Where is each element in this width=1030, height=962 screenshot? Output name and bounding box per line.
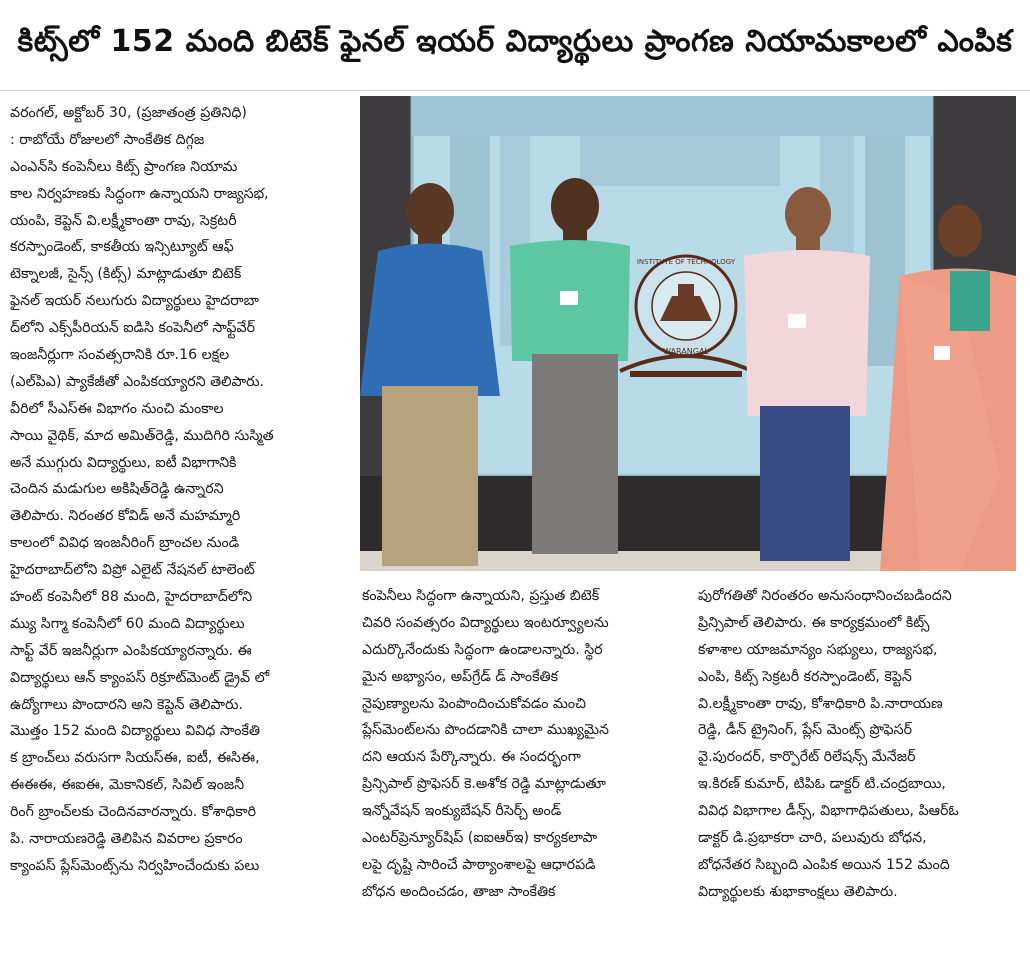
- article-line: కరస్పాండెంట్, కాకతీయ ఇన్సిట్యూట్ ఆఫ్: [10, 239, 234, 256]
- article-line: అనే ముగ్గురు విద్యార్థులు, ఐటీ విభాగానికి: [10, 454, 237, 471]
- article-line: టెక్నాలజీ, సైన్స్ (కిట్స్) మాట్లాడుతూ బిటెక్: [10, 266, 242, 283]
- article-line: వివిధ విభాగాల డీన్స్, విభాగాధిపతులు, పిఆర్ఓ: [698, 803, 959, 820]
- article-line: సాయి వైథిక్, మాద అమిత్‌రెడ్డి, ముదిగిరి సుస్మిత: [10, 427, 274, 444]
- article-line: కంపెనీలు సిద్ధంగా ఉన్నాయని, ప్రస్తుత బిటెక్: [362, 588, 600, 604]
- article-line: విద్యార్థులు ఆన్ క్యాంపస్ రిక్రూట్‌మెంట్ డ్రైవ్ లో: [10, 669, 270, 686]
- logo-bottom-text: WARANGAL: [663, 347, 709, 356]
- article-line: పురోగతితో నిరంతరం అనుసంధానించబడిందని: [698, 588, 952, 604]
- article-line: మ్యు సిగ్మా కంపెనీలో 60 మంది విద్యార్థులు: [10, 615, 245, 632]
- article-line: ఇంజనీర్లుగా సంవత్సరానికి రూ.16 లక్షల: [10, 347, 230, 364]
- article-line: బోధనేతర సిబ్బంది ఎంపిక అయిన 152 మంది: [698, 856, 950, 873]
- article-line: చెందిన మడుగుల అకిషిత్‌రెడ్డి ఉన్నారని: [10, 481, 224, 498]
- article-line: : రాబోయే రోజులలో సాంకేతిక దిగ్గజ: [10, 131, 205, 148]
- article-line: వై.పురందర్, కార్పొరేట్ రిలేషన్స్ మేనేజర్: [698, 749, 916, 766]
- article-line: చివరి సంవత్సరం విద్యార్థులు ఇంటర్వ్యూలను: [362, 614, 609, 631]
- article-line: డాక్టర్ డి.ప్రభాకరా చారి, పలువురు బోధన,: [698, 830, 927, 847]
- article-line: ఇన్నోవేషన్ ఇంక్యుబేషన్ రీసెర్చ్ అండ్: [362, 803, 562, 820]
- article-line: ఎదుర్కొనేందుకు సిద్ధంగా ఉండాలన్నారు. స్థిర: [362, 641, 603, 658]
- article-line: పి. నారాయణరెడ్డి తెలిపిన వివరాల ప్రకారం: [10, 831, 243, 848]
- article-line: ఈఈఈ, ఈఐఈ, మెకానికల్, సివిల్ ఇంజనీ: [10, 777, 245, 794]
- article-line: వరంగల్, అక్టోబర్ 30, (ప్రజాతంత్ర ప్రతినిధి): [10, 105, 247, 121]
- article-line: మైన అభ్యాసం, అప్‌గ్రేడ్ డ్ సాంకేతిక: [362, 668, 559, 685]
- article-line: కాలంలో వివిధ ఇంజనీరింగ్ బ్రాంచల నుండి: [10, 535, 240, 552]
- article-line: కళాశాల యాజమాన్యం సభ్యులు, రాజ్యసభ,: [698, 641, 938, 658]
- article-line: రింగ్ బ్రాంచ్‌లకు చెందినవారన్నారు. కోశాధికారి: [10, 804, 257, 821]
- article-line: హైదరాబాద్‌లోని విప్రో ఎలైట్ నేషనల్ టాలెంట్: [10, 562, 255, 579]
- article-line: యంపి, కెప్టెన్ వి.లక్ష్మీకాంతా రావు, సెక్రటరీ: [10, 212, 237, 229]
- article-line: వి.లక్ష్మీకాంతా రావు, కోశాధికారి పి.నారాయణ: [698, 695, 943, 712]
- article-line: రెడ్డి, డీన్ ట్రైనింగ్, ప్లేస్ మెంట్స్ ప్రొఫెసర్: [698, 722, 913, 739]
- article-photo: [360, 96, 1016, 571]
- article-line: ఉద్యోగాలు పొందారని అని కెప్టెన్ తెలిపారు.: [10, 696, 243, 713]
- article-line: ఎంటర్‌ప్రెన్యూర్‌షిప్ (ఐఐఆర్ఇ) కార్యకలాపా: [362, 830, 598, 847]
- article-column-1: [10, 100, 350, 880]
- article-line: లపై దృష్టి సారించే పాఠ్యాంశాలపై ఆధారపడి: [362, 856, 596, 873]
- article-line: కాల నిర్వహణకు సిద్ధంగా ఉన్నాయని రాజ్యసభ,: [10, 185, 269, 202]
- article-line: విద్యార్థులకు శుభాకాంక్షలు తెలిపారు.: [698, 883, 898, 900]
- article-line: ప్రిన్సిపాల్ ప్రొఫెసర్ కె.అశోక రెడ్డి మాట్లాడుతూ: [362, 776, 606, 793]
- logo-top-text: INSTITUTE OF TECHNOLOGY: [636, 258, 736, 266]
- article-line: తెలిపారు. నిరంతర కోవిడ్ అనే మహమ్మారి: [10, 508, 241, 525]
- article-line: ప్రిన్సిపాల్ తెలిపారు. ఈ కార్యక్రమంలో కిట్స్: [698, 614, 930, 631]
- article-column-2: [362, 583, 680, 906]
- article-line: దని ఆయన పేర్కొన్నారు. ఈ సందర్భంగా: [362, 749, 581, 766]
- article-line: క్యాంపస్ ప్లేస్‌మెంట్స్‌ను నిర్వహించేందుకు పలు: [10, 857, 260, 874]
- article-line: ద్‌లోని ఎక్స్‌పీరియన్ ఐడిసి కంపెనీలో సాఫ్ట్‌వేర్: [10, 320, 256, 337]
- article-column-3: [698, 583, 1016, 906]
- article-line: (ఎల్‌పిఎ) ప్యాకేజీతో ఎంపికయ్యారని తెలిపారు.: [10, 373, 265, 390]
- article-line: ఎంపి, కిట్స్ సెక్రటరీ కరస్పాండెంట్, కెప్టెన్: [698, 668, 912, 685]
- article-line: హంట్ కంపెనీలో 88 మంది, హైదరాబాద్‌లోని: [10, 589, 253, 606]
- article-line: ఎంఎన్‌సి కంపెనీలు కిట్స్ ప్రాంగణ నియామ: [10, 158, 238, 175]
- article-line: నైపుణ్యాలను పెంపొందించుకోవడం మంచి: [362, 695, 586, 712]
- article-headline: కిట్స్‌లో 152 మంది బిటెక్ ఫైనల్ ఇయర్ విద్యార్థులు ప్రాంగణ నియామకాలలో ఎంపిక: [0, 0, 1030, 91]
- article-line: వీరిలో సీఎస్‌ఈ విభాగం నుంచి మంకాల: [10, 400, 224, 417]
- article-line: బోధన అందించడం, తాజా సాంకేతిక: [362, 883, 556, 900]
- article-line: క బ్రాంచ్‌లు వరుసగా సియస్ఈ, ఐటీ, ఈసిఈ,: [10, 750, 260, 767]
- article-line: ఫైనల్ ఇయర్ నలుగురు విద్యార్థులు హైదరాబా: [10, 293, 259, 310]
- article-line: సాఫ్ట్ వేర్ ఇజనీర్లుగా ఎంపికయ్యారన్నారు. ఈ: [10, 642, 252, 659]
- article-line: ఇ.కిరణ్ కుమార్, టిపిఓ డాక్టర్ టి.చంద్రబాయి,: [698, 776, 946, 793]
- article-line: మొత్తం 152 మంది విద్యార్థులు వివిధ సాంకేతి: [10, 723, 260, 740]
- article-line: ప్లేస్‌మెంట్‌లను పొందడానికి చాలా ముఖ్యమైన: [362, 722, 609, 739]
